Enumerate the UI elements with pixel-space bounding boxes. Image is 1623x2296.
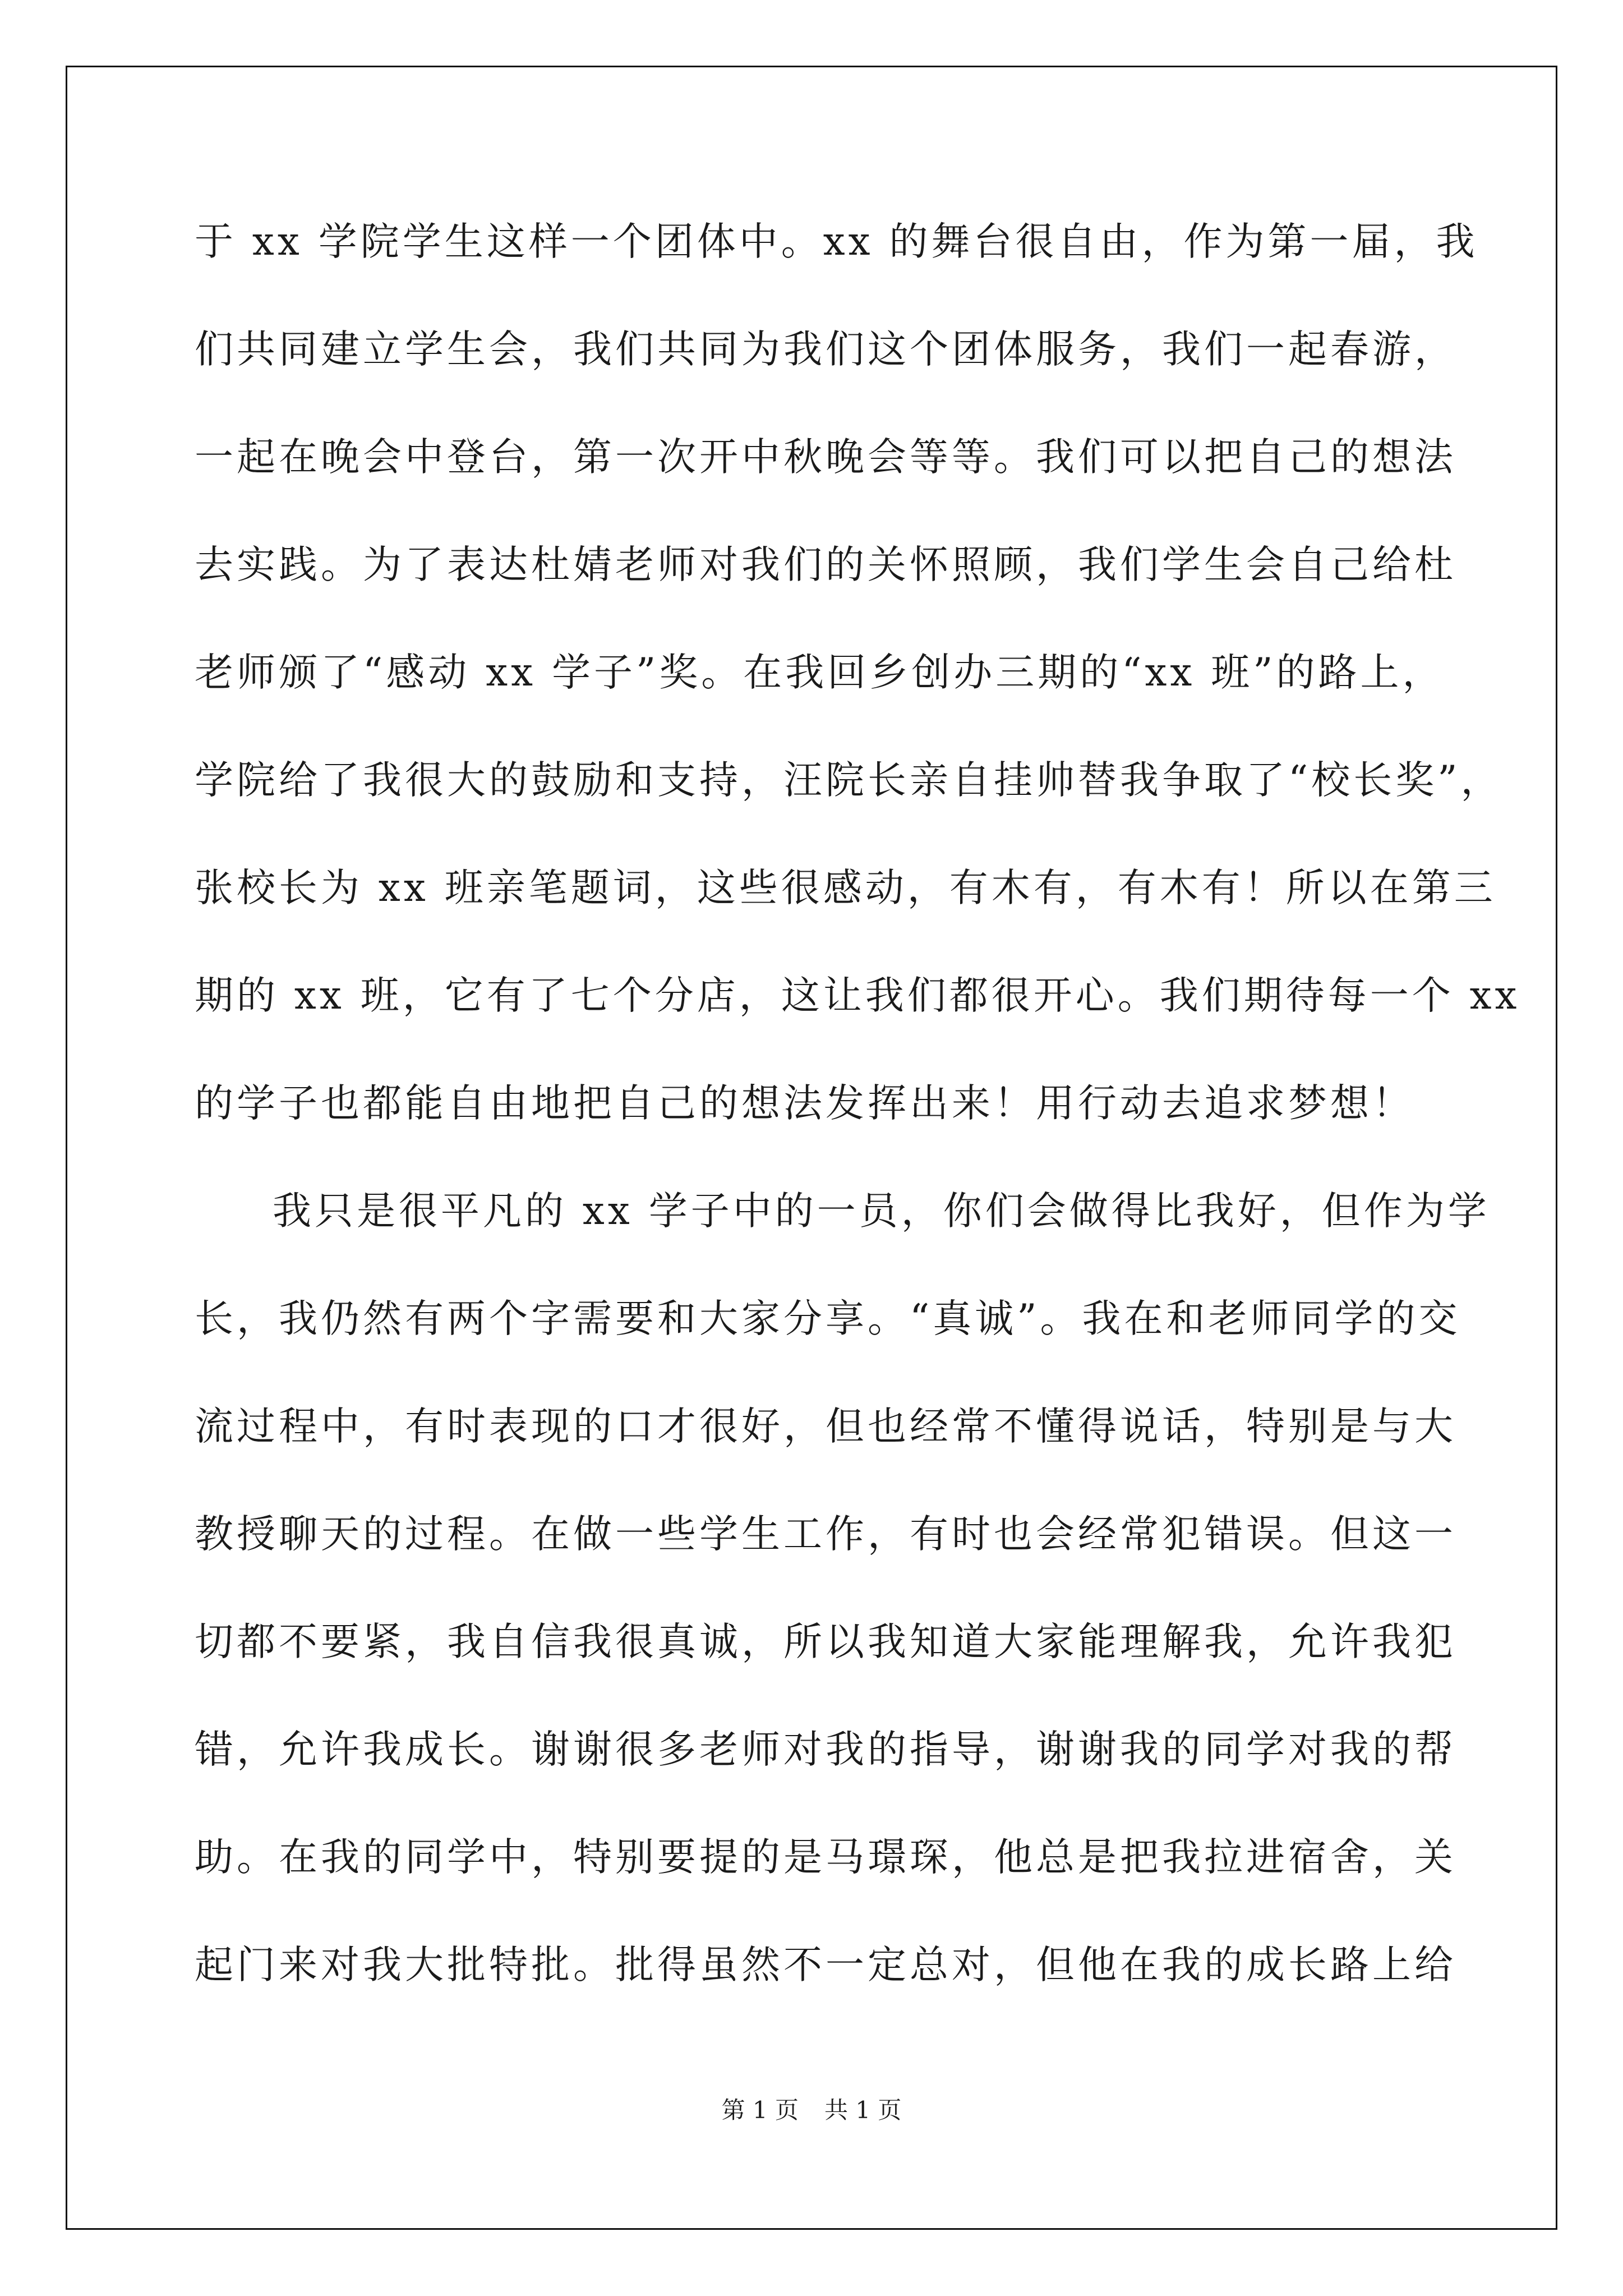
text-line: 张校长为 xx 班亲笔题词，这些很感动，有木有，有木有！所以在第三	[195, 866, 1496, 910]
text-line: 期的 xx 班，它有了七个分店，这让我们都很开心。我们期待每一个 xx	[195, 973, 1520, 1018]
text-line: 起门来对我大批特批。批得虽然不一定总对，但他在我的成长路上给	[195, 1943, 1456, 1987]
text-line: 学院给了我很大的鼓励和支持，汪院长亲自挂帅替我争取了“校长奖”，	[195, 758, 1503, 803]
text-line: 们共同建立学生会，我们共同为我们这个团体服务，我们一起春游，	[195, 327, 1456, 372]
text-line: 切都不要紧，我自信我很真诚，所以我知道大家能理解我，允许我犯	[195, 1619, 1456, 1664]
text-line: 流过程中，有时表现的口才很好，但也经常不懂得说话，特别是与大	[195, 1404, 1456, 1449]
text-line: 一起在晚会中登台，第一次开中秋晚会等等。我们可以把自己的想法	[195, 435, 1456, 480]
text-line: 老师颁了“感动 xx 学子”奖。在我回乡创办三期的“xx 班”的路上，	[195, 650, 1445, 695]
text-line: 助。在我的同学中，特别要提的是马璟琛，他总是把我拉进宿舍，关	[195, 1835, 1456, 1880]
text-line: 长，我仍然有两个字需要和大家分享。“真诚”。我在和老师同学的交	[195, 1296, 1461, 1341]
page-number: 第 1 页	[721, 2096, 799, 2124]
text-line: 教授聊天的过程。在做一些学生工作，有时也会经常犯错误。但这一	[195, 1512, 1456, 1557]
text-line: 的学子也都能自由地把自己的想法发挥出来！用行动去追求梦想！	[195, 1081, 1414, 1126]
text-line: 去实践。为了表达杜婧老师对我们的关怀照顾，我们学生会自己给杜	[195, 542, 1456, 587]
text-line: 于 xx 学院学生这样一个团体中。xx 的舞台很自由，作为第一届，我	[195, 219, 1478, 264]
page-footer	[0, 2095, 1623, 2125]
text-line: 错，允许我成长。谢谢很多老师对我的指导，谢谢我的同学对我的帮	[195, 1727, 1456, 1772]
paragraph-start-line: 我只是很平凡的 xx 学子中的一员，你们会做得比我好，但作为学	[273, 1189, 1490, 1234]
document-body	[195, 215, 1520, 2046]
page-total: 共 1 页	[824, 2096, 902, 2124]
